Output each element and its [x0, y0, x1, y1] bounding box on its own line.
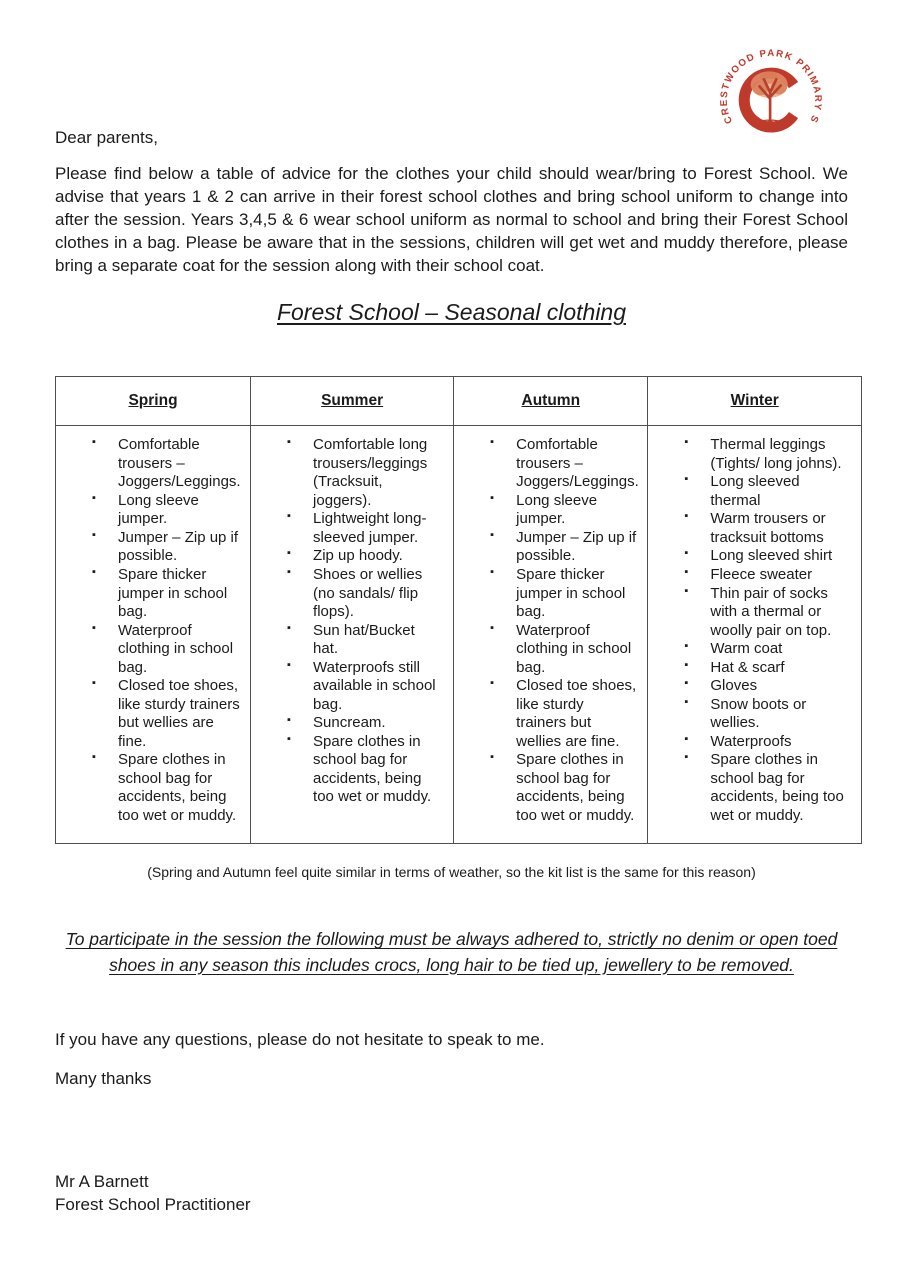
- kit-list-item: ▪ Spare clothes in school bag for accidents, being too wet or muddy.: [684, 751, 851, 825]
- kit-list-item: ▪ Jumper – Zip up if possible.: [490, 529, 637, 566]
- column-header-summer: Summer: [251, 377, 454, 426]
- intro-paragraph: Please find below a table of advice for the clothes your child should wear/bring to Forest School. We advise that years 1 & 2 can arrive in their forest school clothes and bring school uniform to change into after the session. Years 3,4,5 & 6 wear school uniform as normal to school and bring their Forest School clothes in a bag. Please be aware that in the sessions, children will get wet and muddy therefore, please bring a separate coat for the session along with their school coat.: [55, 164, 848, 275]
- kit-list-item: ▪ Warm coat: [684, 640, 851, 659]
- spring-kit-list: [56, 436, 244, 825]
- school-logo: [714, 44, 828, 150]
- kit-list-item: ▪ Long sleeved thermal: [684, 473, 851, 510]
- thanks-line: Many thanks: [55, 1068, 152, 1088]
- kit-list-item: ▪ Thin pair of socks with a thermal or woolly pair on top.: [684, 585, 851, 641]
- logo-curved-text: CRESTWOOD PARK PRIMARY S: [718, 48, 824, 126]
- kit-list-item: ▪ Fleece sweater: [684, 566, 851, 585]
- signature-block: [55, 1171, 848, 1217]
- kit-list-item: ▪ Warm trousers or tracksuit bottoms: [684, 510, 851, 547]
- kit-list-item: ▪ Comfortable long trousers/leggings (Tracksuit, joggers).: [287, 436, 443, 510]
- column-autumn: [454, 426, 648, 844]
- column-header-spring: Spring: [56, 377, 251, 426]
- kit-list-item: ▪ Long sleeve jumper.: [490, 492, 637, 529]
- kit-list-item: ▪ Sun hat/Bucket hat.: [287, 622, 443, 659]
- kit-list-item: ▪ Hat & scarf: [684, 659, 851, 678]
- signature-role: Forest School Practitioner: [55, 1194, 251, 1214]
- kit-list-item: ▪ Gloves: [684, 677, 851, 696]
- kit-list-item: ▪ Comfortable trousers – Joggers/Leggings.: [92, 436, 240, 492]
- column-summer: [251, 426, 454, 844]
- kit-list-item: ▪ Spare clothes in school bag for accidents, being too wet or muddy.: [490, 751, 637, 825]
- kit-list-item: ▪ Spare clothes in school bag for accidents, being too wet or muddy.: [92, 751, 240, 825]
- questions-line: If you have any questions, please do not hesitate to speak to me.: [55, 1029, 545, 1049]
- kit-list-item: ▪ Waterproof clothing in school bag.: [92, 622, 240, 678]
- kit-list-item: ▪ Comfortable trousers – Joggers/Leggings.: [490, 436, 637, 492]
- kit-list-item: ▪ Waterproofs still available in school bag.: [287, 659, 443, 715]
- kit-list-item: ▪ Suncream.: [287, 714, 443, 733]
- column-winter: [648, 426, 862, 844]
- kit-list-item: ▪ Lightweight long-sleeved jumper.: [287, 510, 443, 547]
- column-spring: [56, 426, 251, 844]
- column-header-autumn: Autumn: [454, 377, 648, 426]
- kit-list-item: ▪ Thermal leggings (Tights/ long johns).: [684, 436, 851, 473]
- kit-list-item: ▪ Spare thicker jumper in school bag.: [92, 566, 240, 622]
- weather-note: (Spring and Autumn feel quite similar in terms of weather, so the kit list is the same for this reason): [147, 864, 756, 881]
- summer-kit-list: [251, 436, 447, 806]
- kit-list-item: ▪ Shoes or wellies (no sandals/ flip flops).: [287, 566, 443, 622]
- kit-list-item: ▪ Long sleeved shirt: [684, 547, 851, 566]
- winter-kit-list: [648, 436, 855, 825]
- autumn-kit-list: [454, 436, 641, 825]
- kit-list-item: ▪ Zip up hoody.: [287, 547, 443, 566]
- participation-rules: To participate in the session the following must be always adhered to, strictly no denim or open toed shoes in any season this includes crocs, long hair to be tied up, jewellery to be removed.: [65, 929, 838, 975]
- school-logo-graphic: [714, 44, 828, 150]
- kit-row: [56, 426, 862, 844]
- signature-name: Mr A Barnett: [55, 1171, 149, 1191]
- header-row: [56, 377, 862, 426]
- kit-list-item: ▪ Snow boots or wellies.: [684, 696, 851, 733]
- kit-list-item: ▪ Long sleeve jumper.: [92, 492, 240, 529]
- page-title: Forest School – Seasonal clothing: [276, 299, 627, 326]
- kit-list-item: ▪ Closed toe shoes, like sturdy trainers but wellies are fine.: [92, 677, 240, 751]
- salutation: Dear parents,: [55, 128, 158, 147]
- seasonal-clothing-table: [55, 376, 862, 844]
- kit-list-item: ▪ Waterproofs: [684, 733, 851, 752]
- kit-list-item: ▪ Waterproof clothing in school bag.: [490, 622, 637, 678]
- kit-list-item: ▪ Spare thicker jumper in school bag.: [490, 566, 637, 622]
- column-header-winter: Winter: [648, 377, 862, 426]
- kit-list-item: ▪ Spare clothes in school bag for accidents, being too wet or muddy.: [287, 733, 443, 807]
- kit-list-item: ▪ Jumper – Zip up if possible.: [92, 529, 240, 566]
- kit-list-item: ▪ Closed toe shoes, like sturdy trainers but wellies are fine.: [490, 677, 637, 751]
